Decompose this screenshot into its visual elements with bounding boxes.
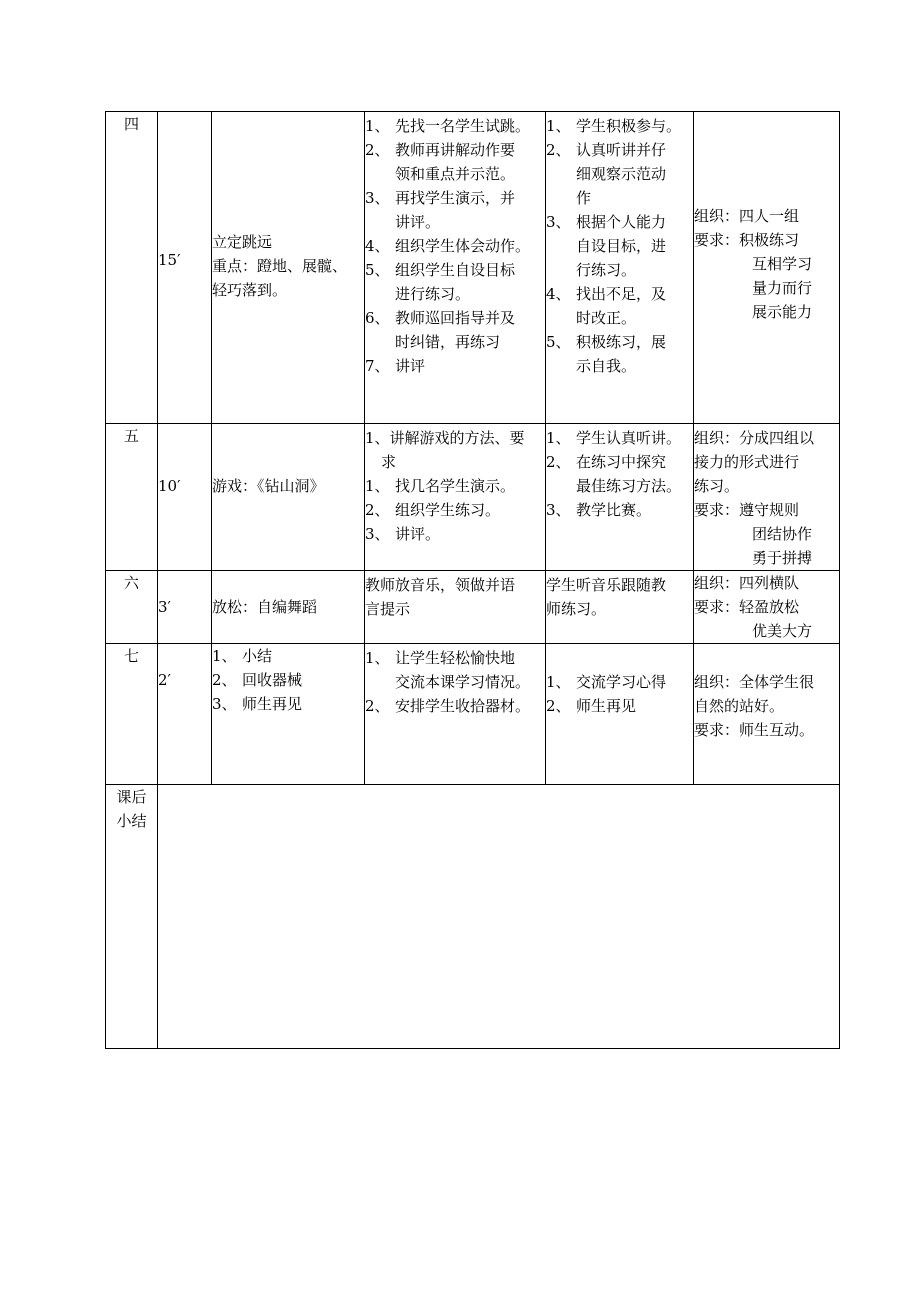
organization-cell xyxy=(694,112,840,424)
req-line: 要求：遵守规则 xyxy=(694,501,800,519)
section-number: 六 xyxy=(106,571,158,644)
content-cell xyxy=(212,571,365,644)
org-line: 自然的站好。 xyxy=(694,697,785,715)
req-line: 量力而行 xyxy=(752,278,813,297)
content-line: 放松：自编舞蹈 xyxy=(212,598,318,616)
lesson-plan-table xyxy=(105,111,840,1049)
student-activity-cell xyxy=(546,644,694,785)
organization-cell xyxy=(694,644,840,785)
org-line: 接力的形式进行 xyxy=(694,453,800,471)
summary-label: 课后 小结 xyxy=(106,785,158,1049)
list-item-continuation: 自设目标，进 xyxy=(576,237,667,255)
teacher-activity-cell xyxy=(365,424,546,571)
duration-cell xyxy=(158,424,212,571)
list-item: 1、 先找一名学生试跳。 xyxy=(365,117,531,135)
list-item: 2、 认真听讲并仔 xyxy=(546,141,667,159)
list-item-continuation: 讲评。 xyxy=(395,213,441,231)
list-item: 3、 再找学生演示，并 xyxy=(365,189,516,207)
list-item-continuation: 进行练习。 xyxy=(395,285,471,303)
list-item-continuation: 交流本课学习情况。 xyxy=(395,673,531,691)
list-item-continuation: 示自我。 xyxy=(576,357,637,375)
org-line: 组织：全体学生很 xyxy=(694,673,815,691)
list-item: 1、 交流学习心得 xyxy=(546,673,667,691)
req-line: 团结协作 xyxy=(752,525,813,543)
content-cell xyxy=(212,112,365,424)
duration: 15′ xyxy=(158,250,181,269)
duration: 3′ xyxy=(158,598,171,616)
teacher-activity-cell xyxy=(365,571,546,644)
summary-content[interactable] xyxy=(158,785,840,1049)
table-row xyxy=(106,112,840,424)
table-row xyxy=(106,644,840,785)
list-item: 5、 积极练习，展 xyxy=(546,333,667,351)
table-row xyxy=(106,424,840,571)
section-number: 七 xyxy=(106,644,158,785)
text-line: 师练习。 xyxy=(546,600,607,618)
list-item: 4、 组织学生体会动作。 xyxy=(365,237,531,255)
list-item: 2、 在练习中探究 xyxy=(546,453,667,471)
list-item: 1、 找几名学生演示。 xyxy=(365,477,516,495)
list-item-continuation: 时纠错，再练习 xyxy=(395,333,501,351)
req-line: 要求：积极练习 xyxy=(694,230,800,249)
list-item: 6、 教师巡回指导并及 xyxy=(365,309,516,327)
list-item-continuation: 求 xyxy=(381,453,397,471)
content-line: 立定跳远 xyxy=(212,232,273,251)
organization-cell xyxy=(694,571,840,644)
list-item: 3、 教学比赛。 xyxy=(546,501,652,519)
duration: 2′ xyxy=(158,671,171,689)
content-line: 轻巧落到。 xyxy=(212,280,288,299)
list-item-continuation: 行练习。 xyxy=(576,261,637,279)
duration-cell xyxy=(158,644,212,785)
summary-row xyxy=(106,785,840,1049)
req-line: 要求：师生互动。 xyxy=(694,721,815,739)
student-activity-cell xyxy=(546,424,694,571)
list-item-continuation: 最佳练习方法。 xyxy=(576,477,682,495)
organization-cell xyxy=(694,424,840,571)
teacher-activity-cell xyxy=(365,112,546,424)
content-cell xyxy=(212,424,365,571)
req-line: 展示能力 xyxy=(752,302,813,321)
duration-cell xyxy=(158,571,212,644)
content-line: 重点：蹬地、展髋、 xyxy=(212,256,348,275)
list-item: 2、 师生再见 xyxy=(546,697,637,715)
list-item: 2、 回收器械 xyxy=(212,671,303,689)
text-line: 教师放音乐，领做并语 xyxy=(365,576,516,594)
content-cell xyxy=(212,644,365,785)
list-item: 2、 安排学生收拾器材。 xyxy=(365,697,531,715)
list-item: 4、 找出不足，及 xyxy=(546,285,667,303)
student-activity-cell xyxy=(546,112,694,424)
list-item: 1、 让学生轻松愉快地 xyxy=(365,649,516,667)
org-line: 组织：四人一组 xyxy=(694,206,800,225)
section-number: 四 xyxy=(106,112,158,424)
list-item: 7、 讲评 xyxy=(365,357,426,375)
req-line: 互相学习 xyxy=(752,254,813,273)
list-item-continuation: 细观察示范动 xyxy=(576,165,667,183)
list-item: 3、 讲评。 xyxy=(365,525,441,543)
org-line: 组织：四列横队 xyxy=(694,574,800,592)
content-line: 游戏：《钻山洞》 xyxy=(212,477,325,495)
table-row xyxy=(106,571,840,644)
list-item-continuation: 时改正。 xyxy=(576,309,637,327)
text-line: 学生听音乐跟随教 xyxy=(546,576,667,594)
list-item-continuation: 作 xyxy=(576,189,592,207)
req-line: 优美大方 xyxy=(752,622,813,640)
list-item: 3、 师生再见 xyxy=(212,695,303,713)
req-line: 要求：轻盈放松 xyxy=(694,598,800,616)
list-item: 1、 小结 xyxy=(212,647,273,665)
list-item: 1、 学生积极参与。 xyxy=(546,117,682,135)
org-line: 组织：分成四组以 xyxy=(694,429,815,447)
section-number: 五 xyxy=(106,424,158,571)
org-line: 练习。 xyxy=(694,477,740,495)
list-item: 2、 教师再讲解动作要 xyxy=(365,141,516,159)
student-activity-cell xyxy=(546,571,694,644)
text-line: 言提示 xyxy=(365,600,411,618)
teacher-activity-cell xyxy=(365,644,546,785)
duration-cell xyxy=(158,112,212,424)
list-item: 1、讲解游戏的方法、要 xyxy=(365,429,525,447)
list-item-continuation: 领和重点并示范。 xyxy=(395,165,516,183)
list-item: 2、 组织学生练习。 xyxy=(365,501,501,519)
list-item: 5、 组织学生自设目标 xyxy=(365,261,516,279)
req-line: 勇于拼搏 xyxy=(752,549,813,567)
list-item: 1、 学生认真听讲。 xyxy=(546,429,682,447)
duration: 10′ xyxy=(158,477,181,495)
list-item: 3、 根据个人能力 xyxy=(546,213,667,231)
